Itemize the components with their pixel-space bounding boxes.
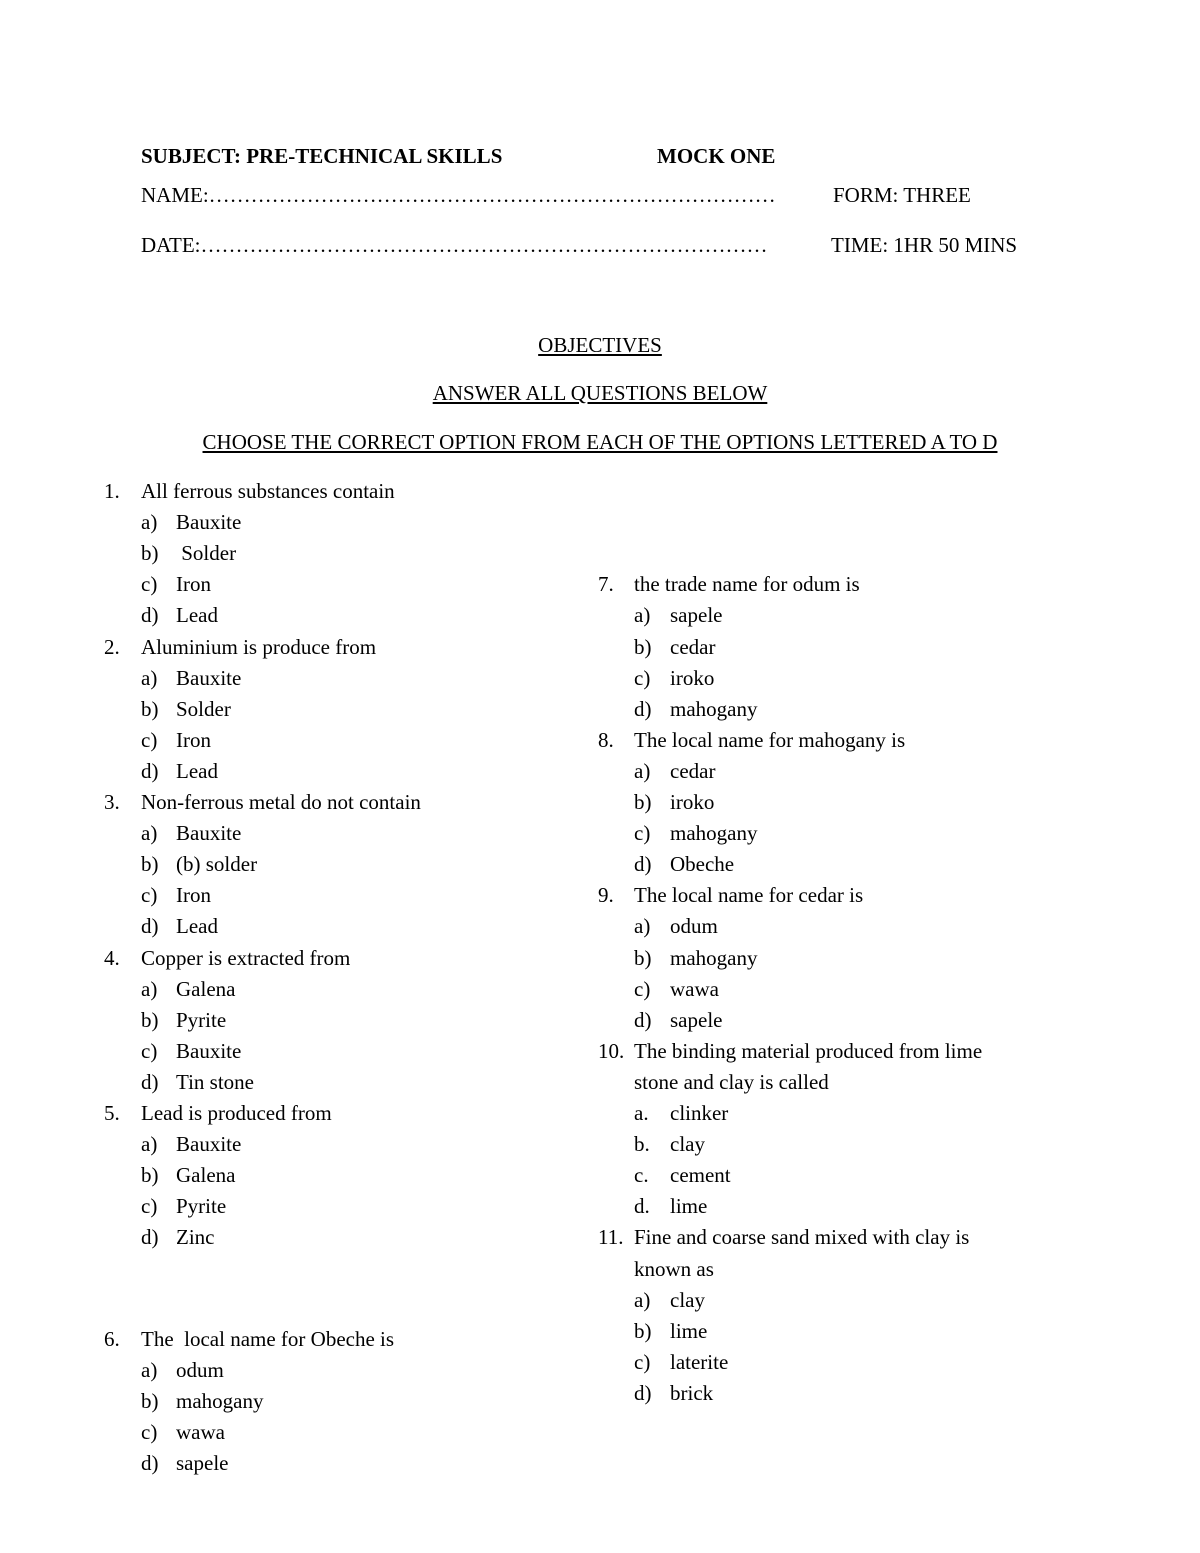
option-text: Tin stone	[176, 1069, 255, 1094]
option-letter: d)	[141, 1069, 159, 1094]
question-number: 10.	[598, 1038, 625, 1063]
option-text: Solder	[176, 696, 231, 721]
option-letter: d)	[141, 758, 159, 783]
form-label: FORM: THREE	[833, 183, 971, 207]
option-text: Lead	[176, 758, 218, 783]
option-text: Iron	[176, 883, 211, 908]
option-text: Solder	[176, 541, 237, 566]
option-letter: b)	[634, 634, 652, 659]
option-text: Zinc	[176, 1225, 215, 1250]
question-text: Lead is produced from	[141, 1101, 332, 1125]
question-text: Fine and coarse sand mixed with clay is	[634, 1225, 970, 1250]
option-text: Bauxite	[176, 821, 242, 846]
option-letter: c.	[634, 1163, 649, 1188]
option-letter: b)	[634, 790, 652, 814]
option-letter: a)	[634, 914, 651, 939]
option-text: Iron	[176, 727, 211, 752]
option-letter: d)	[634, 1007, 652, 1032]
option-text: Bauxite	[176, 1038, 242, 1063]
option-letter: d)	[634, 696, 652, 721]
name-line: NAME:………………………………………………………………………	[141, 185, 776, 206]
instruction-line-1: ANSWER ALL QUESTIONS BELOW	[432, 381, 768, 405]
option-text: iroko	[670, 790, 715, 814]
question-text: All ferrous substances contain	[141, 479, 395, 503]
option-letter: d)	[141, 1451, 159, 1476]
question-text: known as	[634, 1256, 714, 1281]
option-text: clay	[670, 1132, 705, 1157]
mock-heading: MOCK ONE	[657, 144, 776, 168]
option-letter: b)	[141, 1163, 159, 1188]
option-text: odum	[670, 914, 718, 939]
option-text: (b) solder	[176, 852, 258, 877]
option-letter: c)	[141, 1194, 158, 1219]
option-letter: b)	[634, 945, 652, 970]
option-text: Pyrite	[176, 1007, 227, 1032]
question-text: Non-ferrous metal do not contain	[141, 790, 421, 814]
option-letter: d.	[634, 1194, 650, 1219]
question-text: the trade name for odum is	[634, 572, 860, 597]
option-letter: b)	[141, 696, 159, 721]
option-letter: a)	[141, 510, 158, 535]
time-label: TIME: 1HR 50 MINS	[831, 233, 1018, 257]
option-letter: d)	[634, 852, 652, 877]
question-number: 7.	[598, 572, 614, 597]
option-letter: a)	[141, 1132, 158, 1157]
option-text: cedar	[670, 634, 716, 659]
question-number: 6.	[104, 1327, 120, 1351]
option-text: wawa	[670, 976, 719, 1001]
option-letter: a)	[634, 1287, 651, 1312]
option-text: cedar	[670, 758, 716, 783]
option-text: iroko	[670, 665, 715, 690]
option-letter: c)	[634, 665, 651, 690]
option-letter: c)	[634, 976, 651, 1001]
option-text: wawa	[176, 1420, 225, 1445]
option-text: odum	[176, 1358, 224, 1383]
option-letter: a)	[141, 976, 158, 1001]
option-text: cement	[670, 1163, 731, 1188]
option-letter: b.	[634, 1132, 650, 1157]
option-text: laterite	[670, 1349, 729, 1374]
question-number: 9.	[598, 883, 614, 908]
question-number: 4.	[104, 945, 120, 970]
question-text: The local name for Obeche is	[141, 1327, 395, 1351]
option-text: Lead	[176, 603, 218, 628]
option-letter: a)	[634, 603, 651, 628]
option-text: sapele	[670, 1007, 723, 1032]
question-number: 2.	[104, 634, 120, 659]
option-letter: a)	[634, 758, 651, 783]
question-number: 11.	[598, 1225, 624, 1250]
option-letter: d)	[141, 914, 159, 939]
option-text: Iron	[176, 572, 211, 597]
option-text: Obeche	[670, 852, 735, 877]
option-letter: a.	[634, 1101, 649, 1125]
option-text: Galena	[176, 976, 236, 1001]
option-letter: b)	[141, 541, 159, 566]
option-text: clinker	[670, 1101, 729, 1125]
option-letter: c)	[141, 883, 158, 908]
option-letter: a)	[141, 1358, 158, 1383]
option-letter: d)	[634, 1380, 652, 1405]
option-letter: a)	[141, 665, 158, 690]
question-number: 8.	[598, 727, 614, 752]
option-text: mahogany	[670, 821, 758, 846]
option-letter: c)	[141, 727, 158, 752]
option-text: lime	[670, 1318, 708, 1343]
option-letter: a)	[141, 821, 158, 846]
question-text: Aluminium is produce from	[141, 634, 377, 659]
option-letter: b)	[634, 1318, 652, 1343]
option-text: Lead	[176, 914, 218, 939]
question-number: 3.	[104, 790, 120, 814]
option-letter: d)	[141, 603, 159, 628]
option-text: lime	[670, 1194, 708, 1219]
option-text: Bauxite	[176, 665, 242, 690]
option-letter: d)	[141, 1225, 159, 1250]
question-text: The local name for mahogany is	[634, 727, 906, 752]
question-text: The binding material produced from lime	[634, 1038, 983, 1063]
option-text: sapele	[176, 1451, 229, 1476]
subject-heading: SUBJECT: PRE-TECHNICAL SKILLS	[141, 144, 503, 168]
option-letter: c)	[141, 1038, 158, 1063]
option-letter: c)	[141, 1420, 158, 1445]
option-text: Bauxite	[176, 1132, 242, 1157]
option-letter: c)	[634, 821, 651, 846]
question-number: 5.	[104, 1101, 120, 1125]
option-letter: b)	[141, 852, 159, 877]
option-text: clay	[670, 1287, 705, 1312]
option-text: mahogany	[670, 945, 758, 970]
option-text: brick	[670, 1380, 714, 1405]
option-letter: c)	[634, 1349, 651, 1374]
option-text: Bauxite	[176, 510, 242, 535]
objectives-title: OBJECTIVES	[538, 333, 662, 357]
question-number: 1.	[104, 479, 120, 503]
instruction-line-2: CHOOSE THE CORRECT OPTION FROM EACH OF THE OPTIONS LETTERED A TO D	[202, 430, 998, 454]
option-letter: b)	[141, 1389, 159, 1414]
option-letter: c)	[141, 572, 158, 597]
question-text: The local name for cedar is	[634, 883, 864, 908]
option-letter: b)	[141, 1007, 159, 1032]
option-text: mahogany	[670, 696, 758, 721]
question-text: Copper is extracted from	[141, 945, 351, 970]
question-text: stone and clay is called	[634, 1069, 829, 1094]
option-text: Galena	[176, 1163, 236, 1188]
option-text: Pyrite	[176, 1194, 227, 1219]
option-text: sapele	[670, 603, 723, 628]
date-line: DATE:………………………………………………………………………	[141, 235, 768, 256]
option-text: mahogany	[176, 1389, 264, 1414]
